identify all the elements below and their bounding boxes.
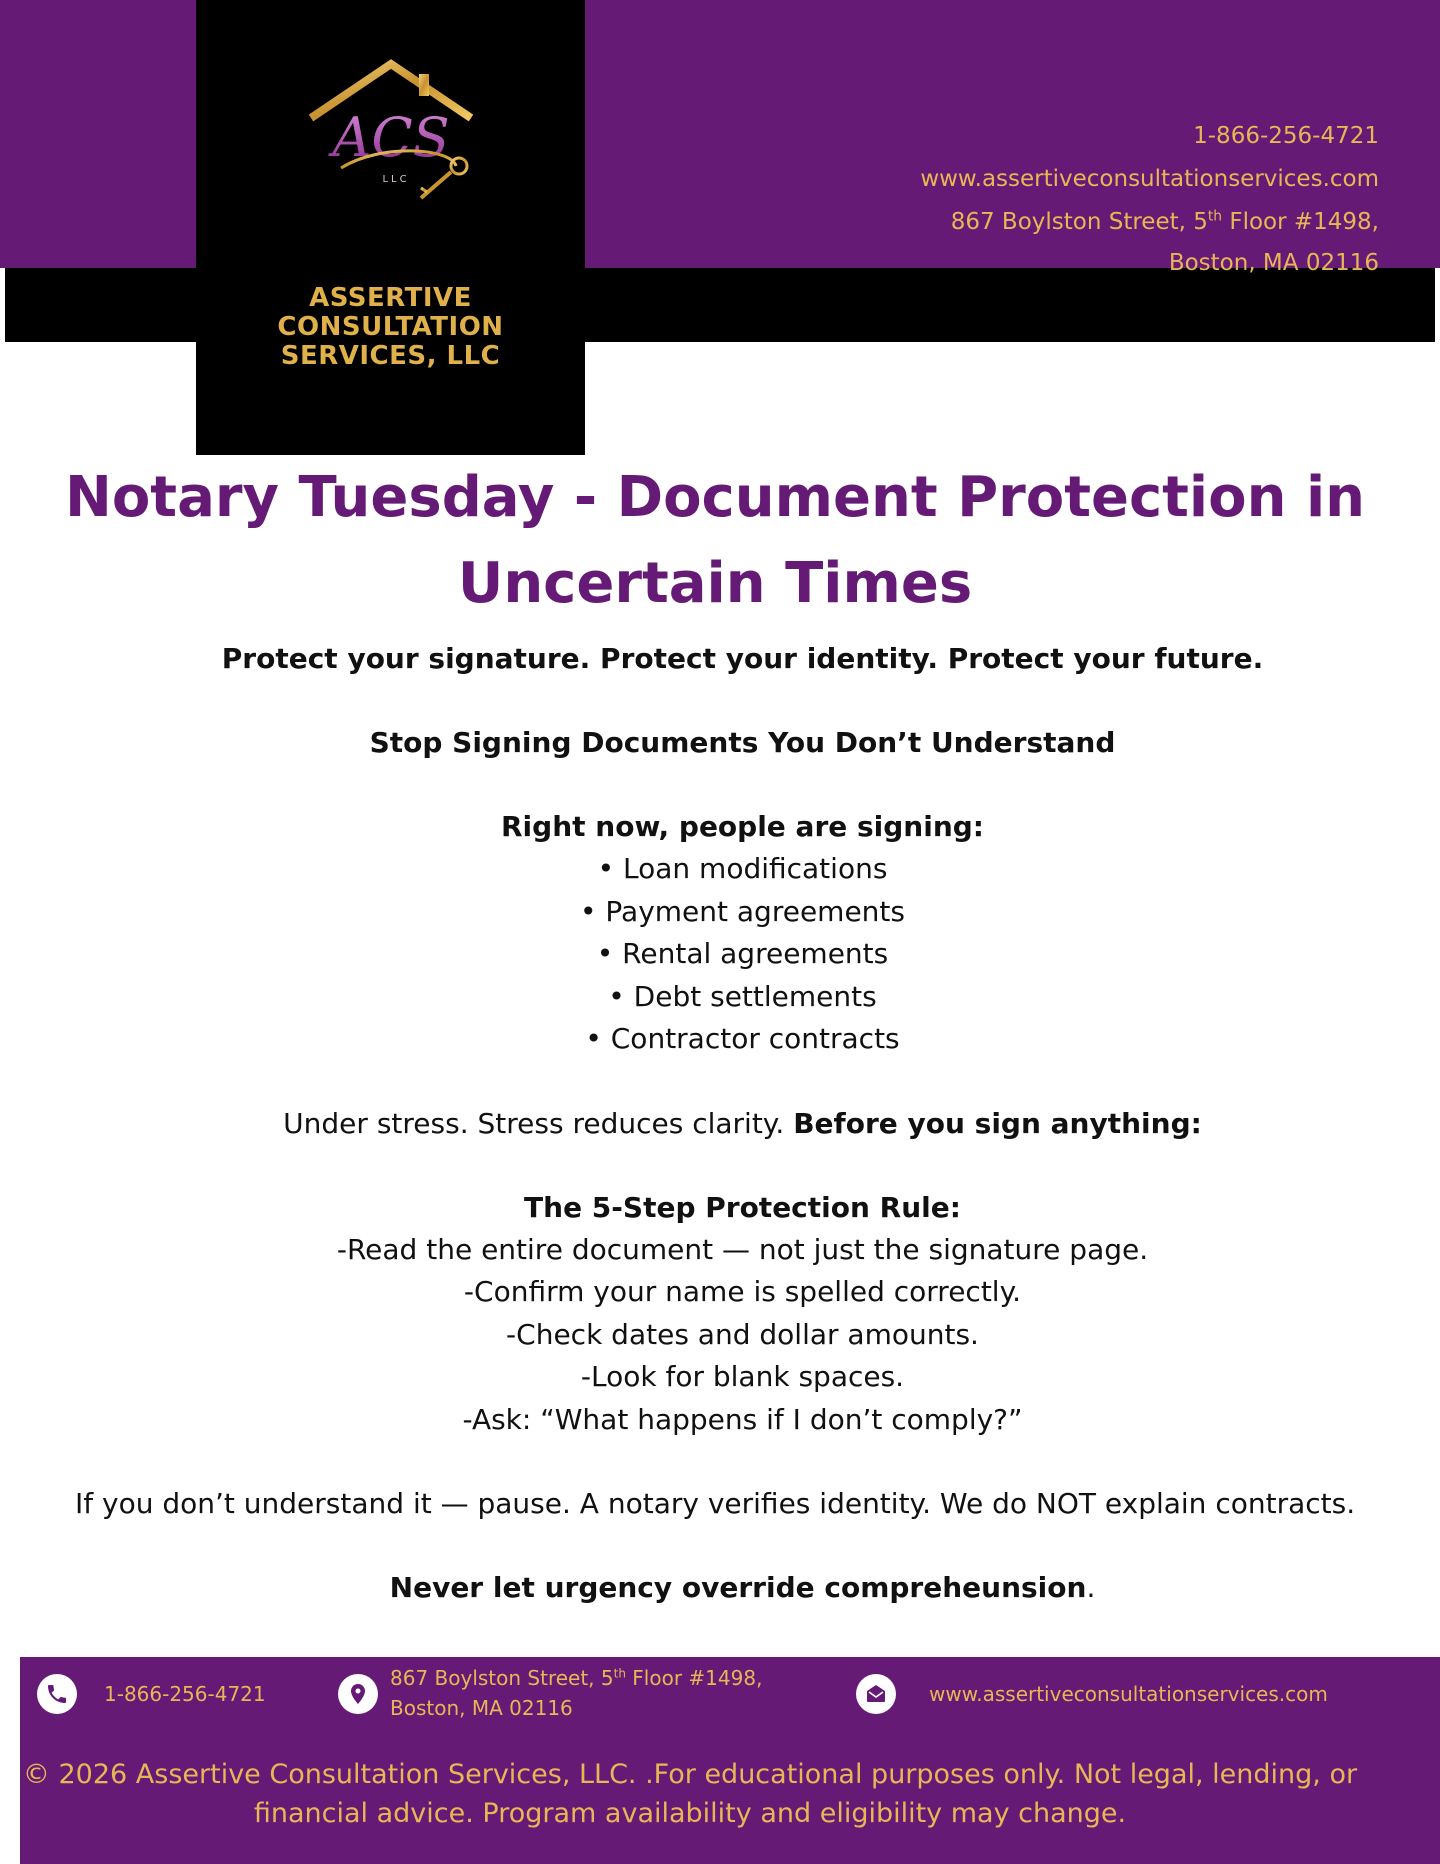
footer-address-line2: Boston, MA 02116 — [390, 1696, 573, 1720]
closing-line: Never let urgency override compreheunsion. — [389, 1571, 1096, 1604]
pause-paragraph: If you don’t understand it — pause. A notary verifies identity. We do NOT explain contracts. — [75, 1487, 1356, 1520]
document-body — [0, 638, 1440, 1609]
footer-website[interactable]: www.assertiveconsultationservices.com — [929, 1682, 1328, 1706]
footer-address — [390, 1663, 762, 1723]
company-name — [196, 284, 585, 371]
tagline: Protect your signature. Protect your identity. Protect your future. — [221, 642, 1264, 675]
footer-copyright — [20, 1755, 1360, 1833]
acs-house-key-logo — [301, 58, 481, 208]
footer-phone[interactable]: 1-866-256-4721 — [104, 1682, 266, 1706]
list-item: • Contractor contracts — [585, 1022, 900, 1055]
list-item: • Payment agreements — [580, 894, 905, 928]
footer-address-line1: 867 Boylston Street, 5th Floor #1498, — [390, 1666, 763, 1690]
page-title-line1: Notary Tuesday - Document Protection in — [64, 465, 1366, 530]
list-item: -Check dates and dollar amounts. — [506, 1317, 979, 1351]
list-item: • Loan modifications — [597, 852, 888, 885]
svg-text:ACS: ACS — [332, 106, 450, 169]
header-address-line2: Boston, MA 02116 — [1168, 250, 1379, 276]
header-address-line1: 867 Boylston Street, 5th Floor #1498, — [950, 208, 1379, 235]
footer — [20, 1657, 1440, 1864]
copyright-line1: © 2026 Assertive Consultation Services, LLC. .For educational purposes only. Not legal, lending, or — [22, 1759, 1358, 1790]
page-title-line2: Uncertain Times — [457, 551, 973, 616]
company-name-line2: CONSULTATION — [277, 312, 504, 342]
heading-people-signing: Right now, people are signing: — [501, 810, 984, 843]
heading-stop-signing: Stop Signing Documents You Don’t Understand — [369, 726, 1116, 759]
page-title — [60, 455, 1370, 627]
email-icon — [856, 1674, 896, 1714]
copyright-line2: financial advice. Program availability and eligibility may change. — [253, 1798, 1127, 1829]
list-item: • Debt settlements — [608, 979, 877, 1013]
rule-heading: The 5-Step Protection Rule: — [524, 1190, 961, 1224]
header-phone[interactable]: 1-866-256-4721 — [1193, 123, 1379, 149]
list-item: -Confirm your name is spelled correctly. — [463, 1275, 1022, 1308]
phone-icon — [37, 1674, 77, 1714]
list-item: -Ask: “What happens if I don’t comply?” — [462, 1402, 1023, 1436]
list-item: • Rental agreements — [596, 937, 889, 970]
header-website[interactable]: www.assertiveconsultationservices.com — [920, 166, 1379, 192]
list-item: -Look for blank spaces. — [580, 1360, 905, 1393]
logo-panel — [196, 0, 585, 455]
signing-list — [0, 848, 1440, 1061]
list-item: -Read the entire document — not just the signature page. — [336, 1232, 1149, 1266]
location-pin-icon — [338, 1674, 378, 1714]
header-contact — [920, 115, 1379, 285]
svg-text:LLC: LLC — [382, 174, 410, 185]
stress-paragraph: Under stress. Stress reduces clarity. Before you sign anything: — [283, 1106, 1202, 1140]
protection-rule-list — [0, 1229, 1440, 1442]
company-name-line3: SERVICES, LLC — [280, 341, 501, 371]
company-name-line1: ASSERTIVE — [309, 283, 472, 313]
